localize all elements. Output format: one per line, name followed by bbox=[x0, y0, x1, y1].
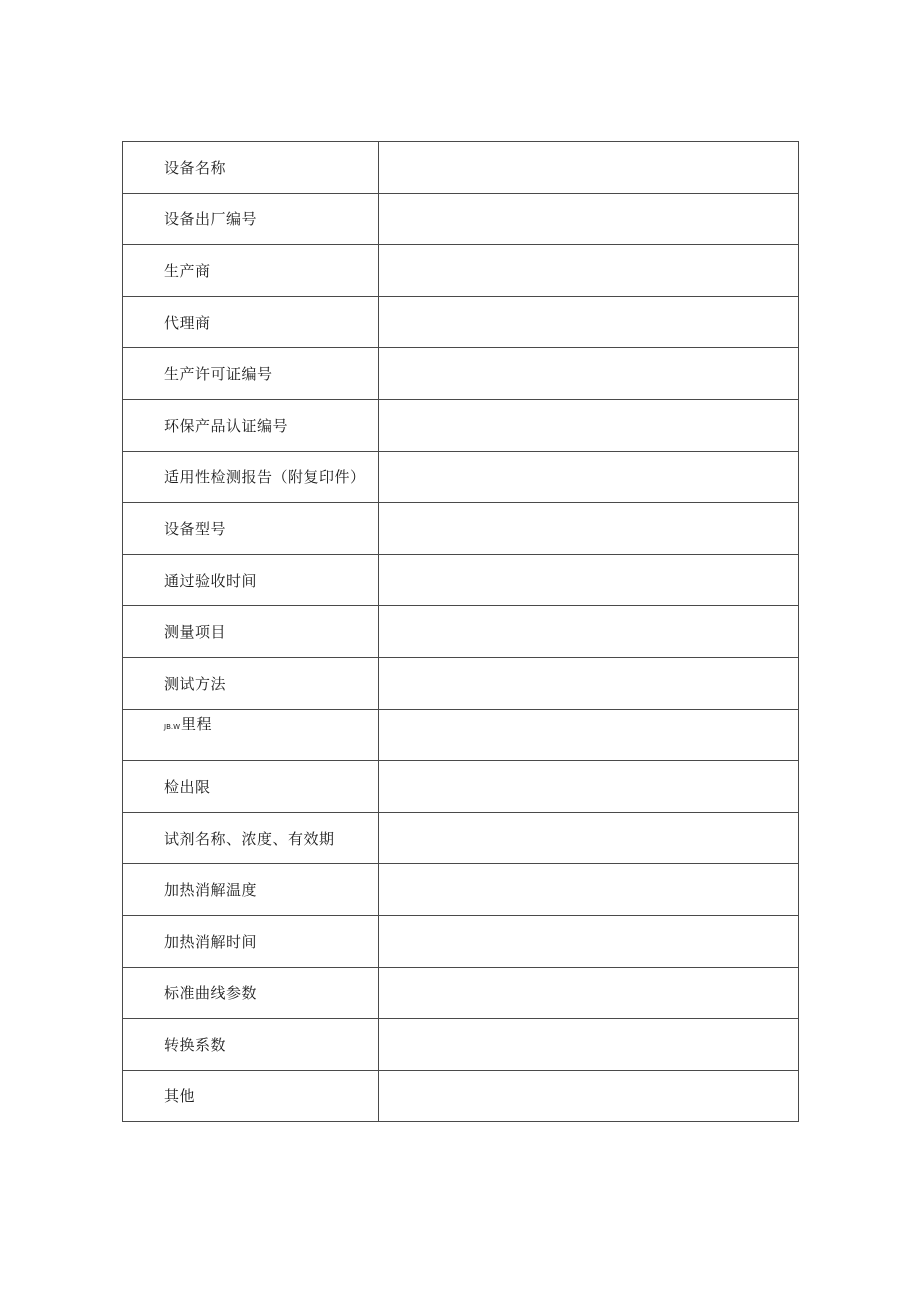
table-row bbox=[123, 503, 799, 555]
row-value-suitability-test-report[interactable] bbox=[379, 451, 799, 503]
table-row bbox=[123, 864, 799, 916]
table-row bbox=[123, 657, 799, 709]
table-row bbox=[123, 399, 799, 451]
table-row bbox=[123, 193, 799, 245]
row-label-production-license-number: 生产许可证编号 bbox=[123, 348, 379, 400]
table-row bbox=[123, 709, 799, 761]
table-row bbox=[123, 142, 799, 194]
row-label-eco-certification-number: 环保产品认证编号 bbox=[123, 399, 379, 451]
table-row bbox=[123, 606, 799, 658]
equipment-info-table bbox=[122, 141, 799, 1122]
range-label-prefix: JB.W bbox=[164, 722, 181, 731]
row-value-conversion-factor[interactable] bbox=[379, 1019, 799, 1071]
row-value-digestion-time[interactable] bbox=[379, 915, 799, 967]
row-label-acceptance-date: 通过验收时间 bbox=[123, 554, 379, 606]
row-label-digestion-time: 加热消解时间 bbox=[123, 915, 379, 967]
row-value-range[interactable] bbox=[379, 709, 799, 761]
table-row bbox=[123, 812, 799, 864]
row-label-detection-limit: 检出限 bbox=[123, 761, 379, 813]
row-label-other: 其他 bbox=[123, 1070, 379, 1122]
row-value-agent[interactable] bbox=[379, 296, 799, 348]
row-value-production-license-number[interactable] bbox=[379, 348, 799, 400]
table-row bbox=[123, 761, 799, 813]
table-row bbox=[123, 1019, 799, 1071]
range-label-text: 里程 bbox=[181, 714, 213, 733]
table-row bbox=[123, 1070, 799, 1122]
row-value-acceptance-date[interactable] bbox=[379, 554, 799, 606]
table-row bbox=[123, 296, 799, 348]
row-value-detection-limit[interactable] bbox=[379, 761, 799, 813]
table-row bbox=[123, 348, 799, 400]
row-value-factory-serial-number[interactable] bbox=[379, 193, 799, 245]
table-row bbox=[123, 245, 799, 297]
table-row bbox=[123, 915, 799, 967]
row-value-digestion-temperature[interactable] bbox=[379, 864, 799, 916]
row-label-digestion-temperature: 加热消解温度 bbox=[123, 864, 379, 916]
row-value-equipment-model[interactable] bbox=[379, 503, 799, 555]
row-value-test-method[interactable] bbox=[379, 657, 799, 709]
row-label-test-method: 测试方法 bbox=[123, 657, 379, 709]
row-label-range bbox=[123, 709, 379, 761]
row-label-suitability-test-report: 适用性检测报告（附复印件） bbox=[123, 451, 379, 503]
row-label-calibration-curve-parameters: 标准曲线参数 bbox=[123, 967, 379, 1019]
row-value-calibration-curve-parameters[interactable] bbox=[379, 967, 799, 1019]
row-label-measurement-item: 测量项目 bbox=[123, 606, 379, 658]
row-value-measurement-item[interactable] bbox=[379, 606, 799, 658]
row-label-reagent-info: 试剂名称、浓度、有效期 bbox=[123, 812, 379, 864]
table-row bbox=[123, 554, 799, 606]
row-value-manufacturer[interactable] bbox=[379, 245, 799, 297]
row-value-eco-certification-number[interactable] bbox=[379, 399, 799, 451]
row-value-reagent-info[interactable] bbox=[379, 812, 799, 864]
row-label-manufacturer: 生产商 bbox=[123, 245, 379, 297]
table-row bbox=[123, 451, 799, 503]
row-label-factory-serial-number: 设备出厂编号 bbox=[123, 193, 379, 245]
table-row bbox=[123, 967, 799, 1019]
row-value-equipment-name[interactable] bbox=[379, 142, 799, 194]
row-label-conversion-factor: 转换系数 bbox=[123, 1019, 379, 1071]
row-label-equipment-model: 设备型号 bbox=[123, 503, 379, 555]
row-label-agent: 代理商 bbox=[123, 296, 379, 348]
row-value-other[interactable] bbox=[379, 1070, 799, 1122]
row-label-equipment-name: 设备名称 bbox=[123, 142, 379, 194]
